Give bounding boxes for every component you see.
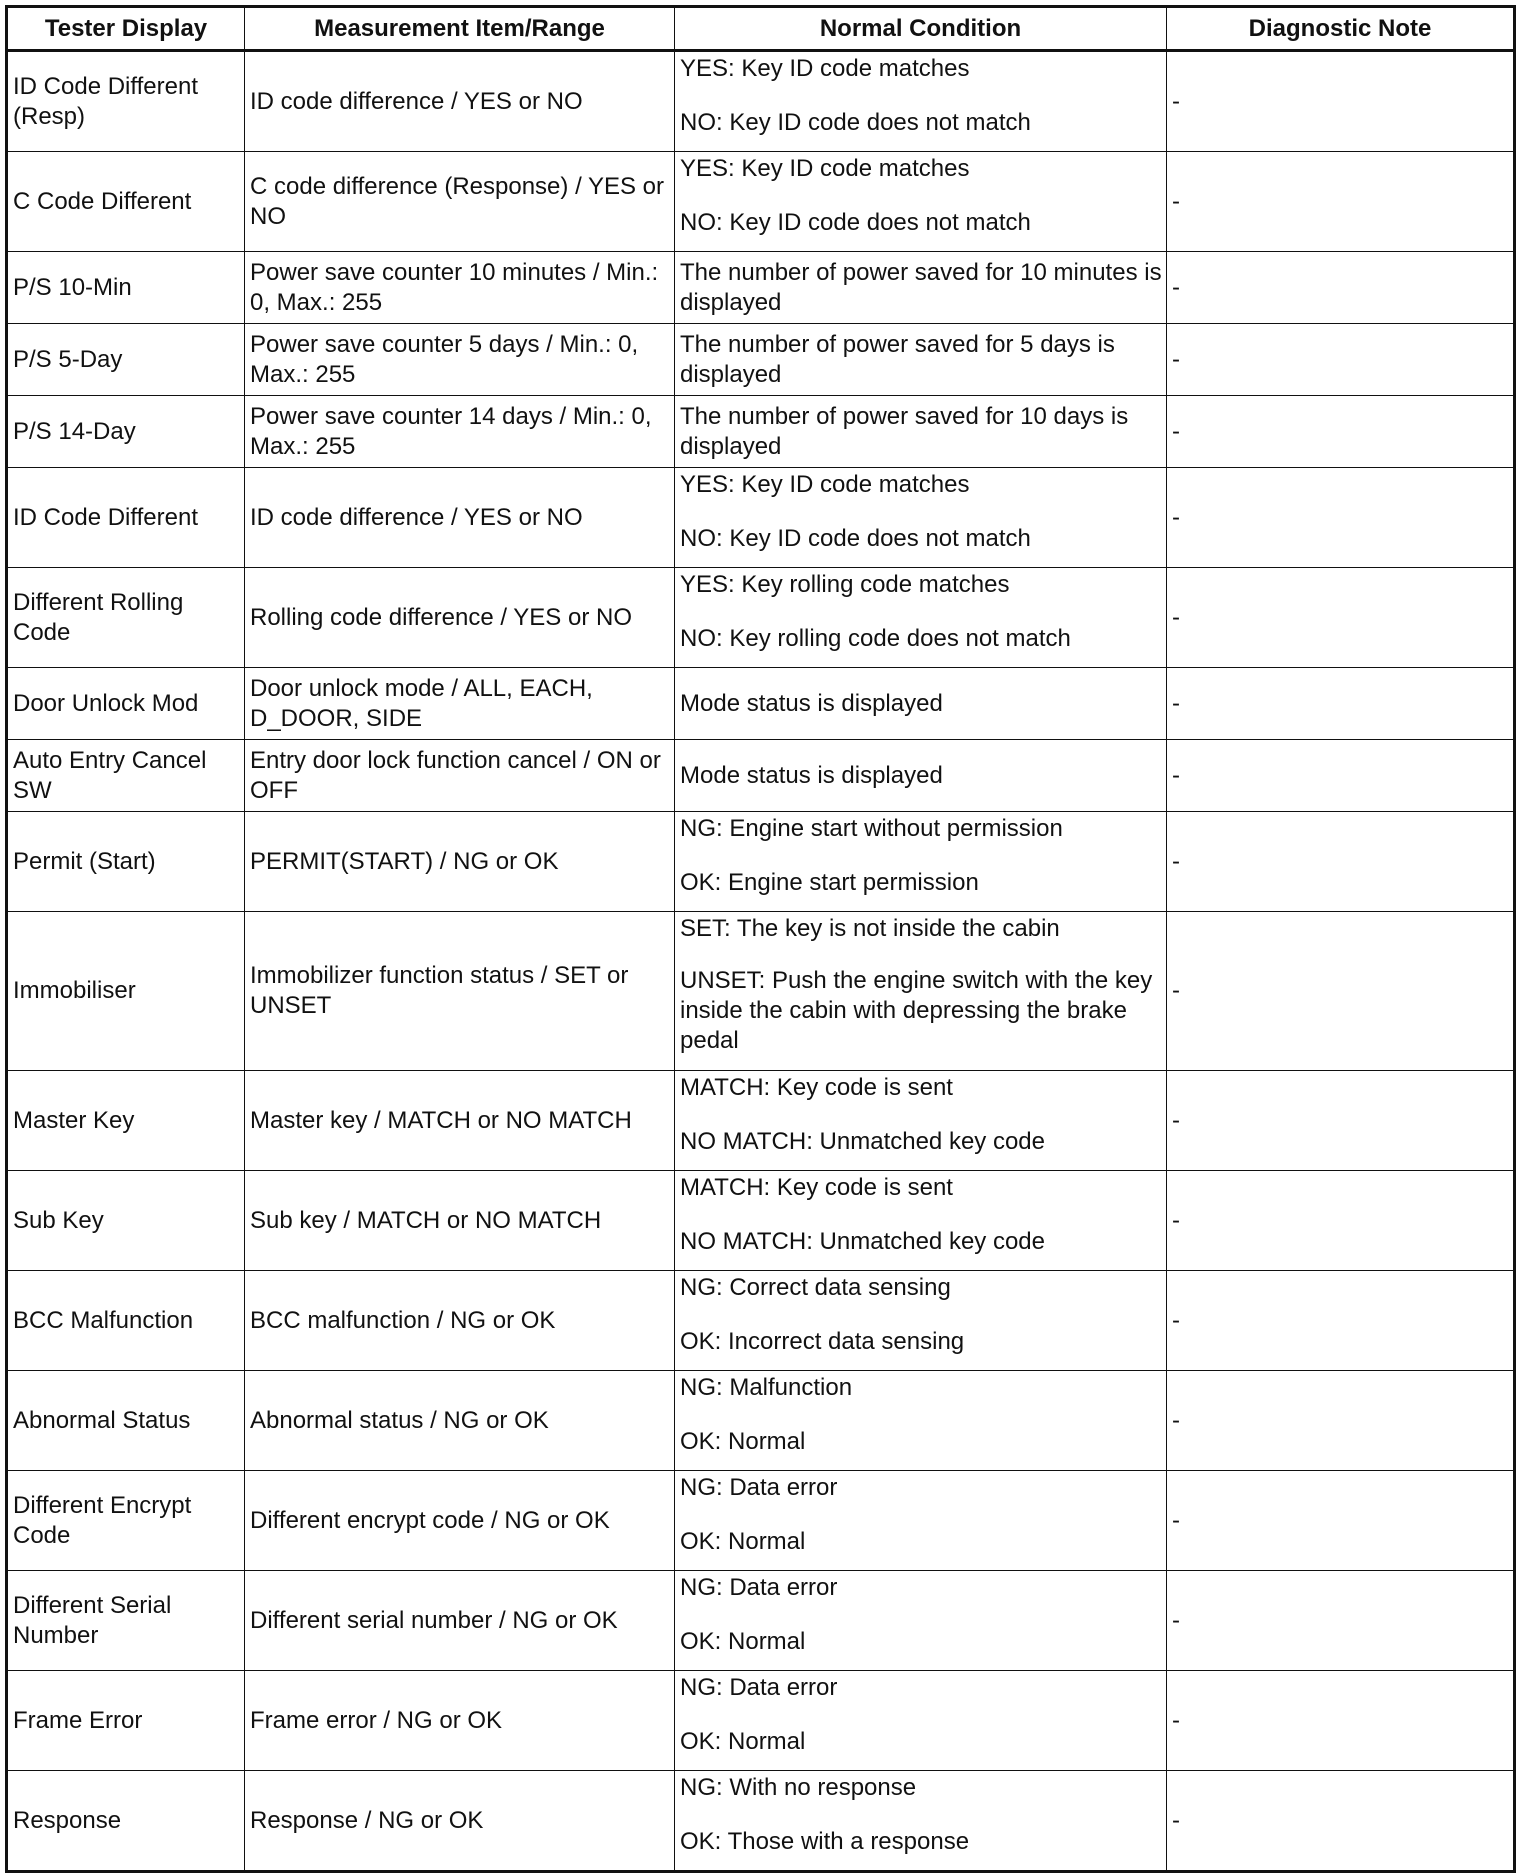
cell-measurement-range: Power save counter 10 minutes / Min.: 0, Max.: 255: [245, 252, 675, 324]
cell-diagnostic-note: -: [1167, 51, 1515, 152]
table-row: [7, 1671, 1515, 1771]
condition-line: NG: Engine start without permission: [680, 815, 1063, 842]
condition-line: NG: Malfunction: [680, 1374, 853, 1401]
condition-line: OK: Engine start permission: [680, 869, 979, 896]
cell-tester-display: Frame Error: [7, 1671, 245, 1771]
cell-tester-display: BCC Malfunction: [7, 1271, 245, 1371]
cell-measurement-range: Different serial number / NG or OK: [245, 1571, 675, 1671]
cell-diagnostic-note: -: [1167, 396, 1515, 468]
cell-normal-condition: [675, 1771, 1167, 1872]
cell-measurement-range: Power save counter 5 days / Min.: 0, Max.: 255: [245, 324, 675, 396]
cell-tester-display: P/S 5-Day: [7, 324, 245, 396]
table-row: [7, 1471, 1515, 1571]
cell-tester-display: P/S 10-Min: [7, 252, 245, 324]
condition-line: YES: Key ID code matches: [680, 155, 970, 182]
cell-diagnostic-note: -: [1167, 740, 1515, 812]
cell-diagnostic-note: -: [1167, 152, 1515, 252]
condition-line: SET: The key is not inside the cabin: [680, 915, 1060, 942]
table-row: [7, 812, 1515, 912]
condition-line: UNSET: Push the engine switch with the key inside the cabin with depressing the brake pedal: [680, 967, 1153, 1054]
condition-line: OK: Normal: [680, 1728, 806, 1755]
condition-line: NG: With no response: [680, 1774, 917, 1801]
table-row: [7, 568, 1515, 668]
cell-measurement-range: ID code difference / YES or NO: [245, 51, 675, 152]
cell-diagnostic-note: -: [1167, 568, 1515, 668]
condition-line: The number of power saved for 5 days is displayed: [680, 330, 1115, 388]
table-row: [7, 1271, 1515, 1371]
table-row: [7, 1071, 1515, 1171]
cell-diagnostic-note: -: [1167, 1571, 1515, 1671]
cell-normal-condition: [675, 1071, 1167, 1171]
cell-measurement-range: Entry door lock function cancel / ON or OFF: [245, 740, 675, 812]
cell-diagnostic-note: -: [1167, 912, 1515, 1071]
cell-tester-display: Different Encrypt Code: [7, 1471, 245, 1571]
table-row: [7, 668, 1515, 740]
cell-tester-display: Door Unlock Mod: [7, 668, 245, 740]
table-row: [7, 396, 1515, 468]
cell-measurement-range: Abnormal status / NG or OK: [245, 1371, 675, 1471]
condition-line: NO: Key rolling code does not match: [680, 625, 1071, 652]
cell-diagnostic-note: -: [1167, 1271, 1515, 1371]
table-row: [7, 1771, 1515, 1872]
cell-measurement-range: BCC malfunction / NG or OK: [245, 1271, 675, 1371]
condition-line: OK: Normal: [680, 1628, 806, 1655]
condition-line: NO MATCH: Unmatched key code: [680, 1128, 1046, 1155]
table-row: [7, 468, 1515, 568]
cell-tester-display: Different Rolling Code: [7, 568, 245, 668]
condition-line: NO MATCH: Unmatched key code: [680, 1228, 1046, 1255]
condition-line: NG: Data error: [680, 1574, 838, 1601]
cell-diagnostic-note: -: [1167, 1371, 1515, 1471]
cell-normal-condition: [675, 1671, 1167, 1771]
table-row: [7, 324, 1515, 396]
cell-normal-condition: [675, 468, 1167, 568]
cell-normal-condition: [675, 51, 1167, 152]
header-tester-display: Tester Display: [7, 7, 245, 51]
condition-line: NG: Data error: [680, 1474, 838, 1501]
cell-measurement-range: Response / NG or OK: [245, 1771, 675, 1872]
table-row: [7, 51, 1515, 152]
cell-tester-display: Immobiliser: [7, 912, 245, 1071]
cell-measurement-range: Door unlock mode / ALL, EACH, D_DOOR, SIDE: [245, 668, 675, 740]
cell-tester-display: Permit (Start): [7, 812, 245, 912]
tester-display-table: [5, 5, 1516, 1873]
condition-line: OK: Normal: [680, 1428, 806, 1455]
cell-diagnostic-note: -: [1167, 324, 1515, 396]
cell-diagnostic-note: -: [1167, 468, 1515, 568]
cell-measurement-range: C code difference (Response) / YES or NO: [245, 152, 675, 252]
condition-line: MATCH: Key code is sent: [680, 1074, 953, 1101]
cell-diagnostic-note: -: [1167, 1471, 1515, 1571]
condition-line: The number of power saved for 10 days is displayed: [680, 402, 1129, 460]
condition-line: Mode status is displayed: [680, 761, 943, 789]
cell-normal-condition: [675, 668, 1167, 740]
cell-diagnostic-note: -: [1167, 252, 1515, 324]
cell-tester-display: Different Serial Number: [7, 1571, 245, 1671]
cell-tester-display: Master Key: [7, 1071, 245, 1171]
condition-line: OK: Normal: [680, 1528, 806, 1555]
cell-diagnostic-note: -: [1167, 1771, 1515, 1872]
condition-line: YES: Key rolling code matches: [680, 571, 1010, 598]
cell-diagnostic-note: -: [1167, 1671, 1515, 1771]
cell-tester-display: P/S 14-Day: [7, 396, 245, 468]
cell-tester-display: ID Code Different (Resp): [7, 51, 245, 152]
table-row: [7, 1571, 1515, 1671]
cell-measurement-range: PERMIT(START) / NG or OK: [245, 812, 675, 912]
cell-tester-display: Abnormal Status: [7, 1371, 245, 1471]
cell-normal-condition: [675, 324, 1167, 396]
cell-diagnostic-note: -: [1167, 1171, 1515, 1271]
table-row: [7, 740, 1515, 812]
cell-normal-condition: [675, 1471, 1167, 1571]
header-row: [7, 7, 1515, 51]
header-diagnostic-note: Diagnostic Note: [1167, 7, 1515, 51]
cell-normal-condition: [675, 912, 1167, 1071]
table-wrapper: [5, 5, 1513, 1873]
header-normal-condition: Normal Condition: [675, 7, 1167, 51]
cell-measurement-range: Different encrypt code / NG or OK: [245, 1471, 675, 1571]
cell-measurement-range: Power save counter 14 days / Min.: 0, Max.: 255: [245, 396, 675, 468]
cell-tester-display: ID Code Different: [7, 468, 245, 568]
cell-normal-condition: [675, 568, 1167, 668]
cell-normal-condition: [675, 812, 1167, 912]
cell-normal-condition: [675, 1271, 1167, 1371]
table-row: [7, 1171, 1515, 1271]
cell-diagnostic-note: -: [1167, 812, 1515, 912]
cell-measurement-range: Frame error / NG or OK: [245, 1671, 675, 1771]
table-row: [7, 252, 1515, 324]
condition-line: NO: Key ID code does not match: [680, 209, 1031, 236]
table-row: [7, 912, 1515, 1071]
cell-measurement-range: Sub key / MATCH or NO MATCH: [245, 1171, 675, 1271]
condition-line: The number of power saved for 10 minutes is displayed: [680, 258, 1162, 316]
table-body: [7, 51, 1515, 1872]
cell-measurement-range: Rolling code difference / YES or NO: [245, 568, 675, 668]
cell-measurement-range: Immobilizer function status / SET or UNSET: [245, 912, 675, 1071]
condition-line: NG: Data error: [680, 1674, 838, 1701]
cell-tester-display: Auto Entry Cancel SW: [7, 740, 245, 812]
cell-normal-condition: [675, 252, 1167, 324]
cell-diagnostic-note: -: [1167, 668, 1515, 740]
cell-normal-condition: [675, 1371, 1167, 1471]
header-measurement-range: Measurement Item/Range: [245, 7, 675, 51]
cell-tester-display: Sub Key: [7, 1171, 245, 1271]
cell-diagnostic-note: -: [1167, 1071, 1515, 1171]
condition-line: NO: Key ID code does not match: [680, 525, 1031, 552]
condition-line: YES: Key ID code matches: [680, 471, 970, 498]
table-row: [7, 152, 1515, 252]
condition-line: OK: Incorrect data sensing: [680, 1328, 965, 1355]
cell-normal-condition: [675, 1571, 1167, 1671]
condition-line: Mode status is displayed: [680, 689, 943, 717]
cell-tester-display: Response: [7, 1771, 245, 1872]
condition-line: YES: Key ID code matches: [680, 55, 970, 82]
condition-line: NO: Key ID code does not match: [680, 109, 1031, 136]
cell-measurement-range: Master key / MATCH or NO MATCH: [245, 1071, 675, 1171]
cell-normal-condition: [675, 740, 1167, 812]
cell-normal-condition: [675, 152, 1167, 252]
cell-normal-condition: [675, 1171, 1167, 1271]
condition-line: NG: Correct data sensing: [680, 1274, 951, 1301]
table-row: [7, 1371, 1515, 1471]
condition-line: OK: Those with a response: [680, 1828, 970, 1855]
cell-measurement-range: ID code difference / YES or NO: [245, 468, 675, 568]
cell-tester-display: C Code Different: [7, 152, 245, 252]
condition-line: MATCH: Key code is sent: [680, 1174, 953, 1201]
cell-normal-condition: [675, 396, 1167, 468]
